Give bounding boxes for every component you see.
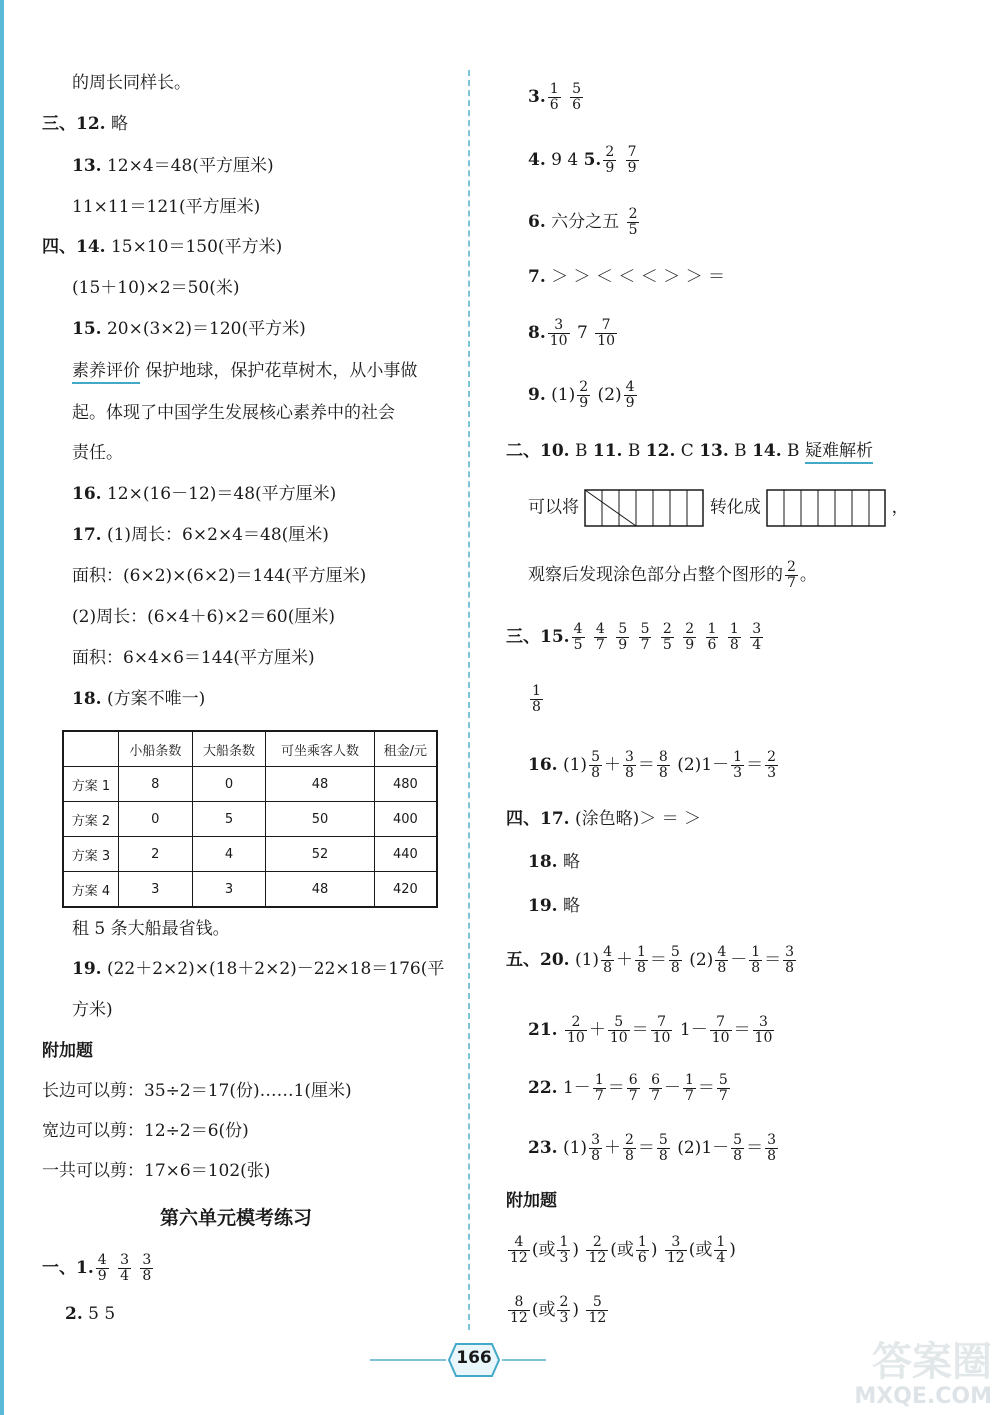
fraction-numerator: 2 [662, 621, 672, 637]
fraction [589, 750, 602, 781]
fraction-denominator: 12 [510, 1310, 528, 1326]
fraction-numerator: 2 [787, 559, 796, 575]
fraction-denominator: 7 [787, 575, 796, 591]
fraction-denominator: 6 [707, 637, 717, 653]
text-line: 二、10. B 11. B 12. C 13. B 14. B 疑难解析 [506, 440, 873, 462]
text-line: 四、14. 15×10＝150(平方米) [42, 237, 283, 257]
fraction [683, 1073, 696, 1104]
fraction [626, 145, 639, 176]
fraction-numerator: 5 [733, 1132, 743, 1148]
fraction-numerator: 1 [532, 683, 541, 699]
fraction [665, 1235, 687, 1266]
fraction-numerator: 2 [605, 144, 615, 160]
text-line: (2)周长：(6×4＋6)×2＝60(厘米) [72, 607, 335, 627]
fraction-denominator: 8 [785, 960, 795, 976]
text-line: 面积：6×4×6＝144(平方厘米) [72, 648, 315, 668]
fraction [783, 945, 796, 976]
text-line: 16. (1) $\frac{5}{8}$ ＋ $\frac{3}{8}$ ＝ $\frac{8}{8}$ (2)1－ $\frac{1}{3}$ ＝ $\frac{2}{3}$ [528, 749, 776, 781]
text-line: 三、15. $\frac{4}{5}$ $\frac{4}{7}$ $\frac{5}{9}$ $\frac{5}{7}$ $\frac{2}{5}$ $\frac{2}{9}$ $\frac{1}{6}$ $\frac{1}{8}$ $\frac{3}{4}$ [506, 621, 762, 653]
fraction-denominator: 4 [120, 1268, 129, 1284]
fraction-denominator: 8 [717, 960, 727, 976]
fraction [710, 1015, 732, 1046]
fraction-denominator: 5 [573, 637, 583, 653]
fraction [785, 560, 798, 591]
text-line: 16. 12×(16－12)＝48(平方厘米) [72, 484, 337, 504]
text-line: $\frac{8}{12}$ (或 $\frac{2}{3}$ ) $\frac{5}{12}$ [510, 1294, 607, 1326]
text-line: 19. (22＋2×2)×(18＋2×2)－22×18＝176(平 [72, 959, 445, 979]
fraction-numerator: 2 [565, 1015, 587, 1031]
table-row [63, 802, 437, 837]
fraction-numerator: 1 [684, 1072, 694, 1088]
text-line: 9. (1) $\frac{2}{9}$ (2) $\frac{4}{9}$ [528, 379, 635, 411]
text-line: $\frac{4}{12}$ (或 $\frac{1}{3}$ ) $\frac{2}{12}$ (或 $\frac{1}{6}$ ) $\frac{3}{12}$ (或 $\frac{1}{4}$ ) [510, 1234, 736, 1266]
text-line: 3. $\frac{1}{6}$ $\frac{5}{6}$ [528, 81, 581, 113]
fraction-numerator: 5 [608, 1015, 630, 1031]
fraction [651, 1015, 673, 1046]
text-line: 19. 略 [528, 896, 580, 916]
section-tag: 素养评价 [72, 361, 140, 384]
footer-decoration [370, 1359, 446, 1361]
text-line: 方米) [72, 1000, 113, 1020]
fraction [595, 318, 617, 349]
table-cell: 0 [192, 767, 266, 802]
fraction [548, 82, 561, 113]
fraction-numerator: 3 [785, 944, 795, 960]
text-line: 的周长同样长。 [72, 73, 191, 93]
table-cell: 52 [266, 837, 374, 872]
fraction-numerator: 1 [751, 944, 761, 960]
grid-rectangle-diagram [766, 488, 886, 528]
fraction [639, 622, 652, 653]
fraction-numerator: 1 [594, 1072, 604, 1088]
table-cell: 8 [119, 767, 193, 802]
fraction-numerator: 2 [628, 206, 638, 222]
fraction [577, 380, 590, 411]
fraction-denominator: 8 [729, 637, 739, 653]
fraction [623, 750, 636, 781]
table-header-cell [63, 731, 119, 767]
table-cell: 400 [374, 802, 437, 837]
fraction-numerator: 3 [767, 1132, 776, 1148]
fraction [728, 622, 741, 653]
fraction-denominator: 8 [603, 960, 612, 976]
fraction [565, 1015, 587, 1046]
text-line: 租 5 条大船最省钱。 [72, 919, 230, 939]
fraction-numerator: 3 [624, 749, 634, 765]
text-line: 4. 9 4 5. $\frac{2}{9}$ $\frac{7}{9}$ [528, 144, 637, 176]
table-cell: 48 [266, 872, 374, 908]
fraction-denominator: 7 [651, 1088, 660, 1104]
fraction [657, 750, 670, 781]
fraction-numerator: 3 [753, 1015, 775, 1031]
fraction-denominator: 9 [685, 637, 695, 653]
fraction-denominator: 7 [684, 1088, 694, 1104]
fraction-numerator: 3 [120, 1252, 129, 1268]
text-line: 18. (方案不唯一) [72, 689, 206, 709]
fraction [683, 622, 696, 653]
text-line: 18. 略 [528, 852, 580, 872]
table-cell: 3 [119, 872, 193, 908]
fraction [623, 1133, 636, 1164]
fraction-denominator: 8 [532, 699, 541, 715]
fraction [557, 1235, 570, 1266]
fraction-denominator: 10 [597, 333, 616, 349]
table-header-cell: 可坐乘客人数 [266, 731, 374, 767]
table-row [63, 767, 437, 802]
table-header-cell: 大船条数 [192, 731, 266, 767]
fraction-denominator: 9 [625, 395, 635, 411]
fraction [601, 945, 614, 976]
text-line [528, 684, 545, 715]
fraction [715, 945, 728, 976]
fraction [731, 1133, 744, 1164]
fraction-numerator: 1 [559, 1234, 569, 1250]
fraction-numerator: 4 [97, 1252, 107, 1268]
text-line: 三、12. 略 [42, 114, 128, 134]
fraction-denominator: 3 [733, 765, 743, 781]
fraction-numerator: 1 [733, 749, 743, 765]
table-cell: 方案 3 [63, 837, 119, 872]
fraction-numerator: 4 [508, 1235, 530, 1251]
fraction-denominator: 7 [594, 1088, 604, 1104]
fraction-numerator: 2 [579, 379, 589, 395]
section-tag: 疑难解析 [805, 441, 873, 464]
text-line: (15＋10)×2＝50(米) [72, 278, 240, 298]
table-cell: 0 [119, 802, 193, 837]
fraction-denominator: 9 [579, 395, 589, 411]
fraction-denominator: 8 [733, 1148, 743, 1164]
fraction [624, 380, 637, 411]
fraction-denominator: 8 [591, 1148, 600, 1164]
left-margin-bar [0, 0, 4, 1415]
fraction [649, 1073, 662, 1104]
fraction [706, 622, 719, 653]
fraction-numerator: 3 [665, 1235, 687, 1251]
fraction-numerator: 1 [637, 1234, 647, 1250]
fraction [661, 622, 674, 653]
fraction-denominator: 9 [97, 1268, 107, 1284]
fraction-numerator: 3 [142, 1252, 152, 1268]
fraction [750, 622, 763, 653]
boat-rental-table [62, 730, 438, 908]
text-line: 7. ＞ ＞ ＜ ＜ ＜ ＞ ＞ ＝ [528, 267, 725, 287]
fraction-numerator: 5 [618, 621, 628, 637]
text-line: 13. 12×4＝48(平方厘米) [72, 156, 274, 176]
fraction [636, 1235, 649, 1266]
fraction [714, 1235, 727, 1266]
text-line: 起。体现了中国学生发展核心素养中的社会 [72, 403, 395, 423]
fraction-denominator: 5 [628, 222, 638, 238]
table-row [63, 872, 437, 908]
watermark: 答案圈 MXQE.COM [854, 1339, 992, 1409]
text-line: 附加题 [506, 1191, 557, 1211]
fraction-numerator: 7 [595, 318, 617, 334]
table-cell: 420 [374, 872, 437, 908]
fraction-denominator: 10 [711, 1030, 730, 1046]
text-line: 可以将 转化成 ， [528, 488, 909, 528]
fraction [765, 1133, 778, 1164]
table-cell: 50 [266, 802, 374, 837]
fraction-numerator: 1 [716, 1234, 726, 1250]
page-number: 166 [456, 1348, 492, 1368]
fraction-denominator: 8 [636, 960, 646, 976]
fraction [570, 82, 583, 113]
fraction [603, 145, 616, 176]
fraction-numerator: 5 [591, 749, 600, 765]
fraction-denominator: 8 [142, 1268, 152, 1284]
fraction-denominator: 5 [662, 637, 672, 653]
fraction-denominator: 8 [658, 1148, 668, 1164]
fraction [593, 1073, 606, 1104]
fraction-denominator: 12 [666, 1250, 685, 1266]
fraction [140, 1253, 153, 1284]
fraction-denominator: 10 [566, 1030, 585, 1046]
fraction-denominator: 7 [640, 637, 650, 653]
table-cell: 5 [192, 802, 266, 837]
fraction [635, 945, 648, 976]
section-heading: 第六单元模考练习 [160, 1207, 313, 1229]
fraction [572, 622, 585, 653]
fraction [586, 1295, 608, 1326]
fraction-numerator: 2 [624, 1132, 634, 1148]
fraction [731, 750, 744, 781]
fraction-numerator: 6 [651, 1072, 660, 1088]
fraction-numerator: 7 [651, 1015, 673, 1031]
fraction-numerator: 3 [591, 1132, 600, 1148]
table-cell: 方案 2 [63, 802, 119, 837]
fraction-denominator: 3 [559, 1250, 569, 1266]
fraction-denominator: 7 [595, 637, 605, 653]
fraction-denominator: 3 [767, 765, 776, 781]
fraction-numerator: 2 [685, 621, 695, 637]
fraction-denominator: 3 [559, 1310, 569, 1326]
fraction-numerator: 8 [508, 1295, 530, 1311]
text-line: 责任。 [72, 443, 123, 463]
fraction-numerator: 5 [586, 1295, 608, 1311]
text-line: 17. (1)周长：6×2×4＝48(厘米) [72, 525, 329, 545]
fraction-denominator: 9 [605, 160, 615, 176]
text-line: 长边可以剪：35÷2＝17(份)……1(厘米) [42, 1081, 352, 1101]
text-line: 素养评价 保护地球，保护花草树木，从小事做 [72, 360, 417, 382]
text-line: 一共可以剪：17×6＝102(张) [42, 1161, 271, 1181]
fraction [586, 1235, 608, 1266]
fraction-numerator: 8 [658, 749, 668, 765]
fraction-denominator: 6 [572, 97, 581, 113]
fraction-numerator: 1 [729, 621, 739, 637]
fraction-numerator: 1 [549, 81, 559, 97]
fraction-numerator: 7 [627, 144, 637, 160]
fraction-numerator: 7 [710, 1015, 732, 1031]
fraction [717, 1073, 730, 1104]
fraction [616, 622, 629, 653]
fraction-denominator: 8 [624, 1148, 634, 1164]
fraction-denominator: 10 [549, 333, 568, 349]
fraction-denominator: 7 [628, 1088, 638, 1104]
fraction [96, 1253, 109, 1284]
column-divider [468, 70, 470, 1330]
table-cell: 方案 1 [63, 767, 119, 802]
fraction-denominator: 8 [767, 1148, 776, 1164]
fraction-denominator: 12 [588, 1250, 607, 1266]
fraction-numerator: 1 [707, 621, 717, 637]
text-line: 宽边可以剪：12÷2＝6(份) [42, 1121, 249, 1141]
table-cell: 480 [374, 767, 437, 802]
fraction-numerator: 2 [767, 749, 776, 765]
fraction-numerator: 6 [628, 1072, 638, 1088]
fraction [657, 1133, 670, 1164]
fraction-numerator: 4 [625, 379, 635, 395]
fraction-denominator: 10 [754, 1030, 773, 1046]
table-cell: 方案 4 [63, 872, 119, 908]
fraction-denominator: 4 [716, 1250, 726, 1266]
text-line: 五、20. (1) $\frac{4}{8}$ ＋ $\frac{1}{8}$ ＝ $\frac{5}{8}$ (2) $\frac{4}{8}$ － $\frac{1}{8}$ ＝ $\frac{3}{8}$ [506, 944, 795, 976]
text-line: 11×11＝121(平方厘米) [72, 197, 261, 217]
fraction [608, 1015, 630, 1046]
fraction-numerator: 4 [573, 621, 583, 637]
fraction [548, 318, 570, 349]
fraction [589, 1133, 602, 1164]
text-line: 一、1. $\frac{4}{9}$ $\frac{3}{4}$ $\frac{3}{8}$ [42, 1252, 152, 1284]
fraction-numerator: 5 [658, 1132, 668, 1148]
table-cell: 48 [266, 767, 374, 802]
text-line: 8. $\frac{3}{10}$ 7 $\frac{7}{10}$ [528, 317, 616, 349]
fraction-denominator: 10 [652, 1030, 671, 1046]
fraction-denominator: 8 [624, 765, 634, 781]
fraction [557, 1295, 570, 1326]
text-line: 15. 20×(3×2)＝120(平方米) [72, 319, 306, 339]
fraction-denominator: 10 [609, 1030, 628, 1046]
text-line: 23. (1) $\frac{3}{8}$ ＋ $\frac{2}{8}$ ＝ $\frac{5}{8}$ (2)1－ $\frac{5}{8}$ ＝ $\frac{3}{8}$ [528, 1132, 776, 1164]
fraction [765, 750, 778, 781]
fraction-numerator: 2 [559, 1294, 569, 1310]
text-line: 四、17. (涂色略)＞ ＝ ＞ [506, 809, 702, 829]
fraction-denominator: 8 [591, 765, 600, 781]
fraction-numerator: 5 [718, 1072, 728, 1088]
fraction [508, 1295, 530, 1326]
fraction-denominator: 12 [588, 1310, 607, 1326]
table-cell: 440 [374, 837, 437, 872]
text-line: 面积：(6×2)×(6×2)＝144(平方厘米) [72, 566, 367, 586]
fraction-denominator: 8 [658, 765, 668, 781]
fraction-numerator: 5 [572, 81, 581, 97]
text-line: 附加题 [42, 1041, 93, 1061]
fraction [118, 1253, 131, 1284]
fraction [508, 1235, 530, 1266]
fraction-numerator: 2 [586, 1235, 608, 1251]
fraction-denominator: 8 [670, 960, 680, 976]
fraction [753, 1015, 775, 1046]
fraction-numerator: 5 [640, 621, 650, 637]
fraction-denominator: 9 [627, 160, 637, 176]
fraction-denominator: 7 [718, 1088, 728, 1104]
footer-decoration [502, 1359, 546, 1361]
fraction [669, 945, 682, 976]
fraction-numerator: 4 [717, 944, 727, 960]
fraction [594, 622, 607, 653]
table-header-row [63, 731, 437, 767]
fraction-denominator: 8 [751, 960, 761, 976]
table-cell: 3 [192, 872, 266, 908]
fraction-numerator: 1 [636, 944, 646, 960]
fraction-denominator: 9 [618, 637, 628, 653]
text-line: 2. 5 5 [65, 1304, 116, 1324]
fraction-numerator: 4 [595, 621, 605, 637]
fraction-numerator: 3 [548, 318, 570, 334]
fraction [530, 684, 543, 715]
fraction-numerator: 3 [752, 621, 762, 637]
text-line: 22. 1－ $\frac{1}{7}$ ＝ $\frac{6}{7}$ $\frac{6}{7}$ － $\frac{1}{7}$ ＝ $\frac{5}{7}$ [528, 1072, 728, 1104]
fraction-denominator: 12 [510, 1250, 528, 1266]
table-cell: 2 [119, 837, 193, 872]
fraction-numerator: 5 [670, 944, 680, 960]
table-row [63, 837, 437, 872]
table-header-cell: 小船条数 [119, 731, 193, 767]
fraction [627, 1073, 640, 1104]
fraction-denominator: 4 [752, 637, 762, 653]
text-line: 观察后发现涂色部分占整个图形的 $\frac{2}{7}$ 。 [528, 559, 817, 591]
fraction-denominator: 6 [549, 97, 559, 113]
text-line: 21. $\frac{2}{10}$ ＋ $\frac{5}{10}$ ＝ $\frac{7}{10}$ 1－ $\frac{7}{10}$ ＝ $\frac{3}{10}$ [528, 1014, 773, 1046]
striped-rectangle-diagram [584, 488, 704, 528]
fraction [749, 945, 762, 976]
table-cell: 4 [192, 837, 266, 872]
table-header-cell: 租金/元 [374, 731, 437, 767]
text-line: 6. 六分之五 $\frac{2}{5}$ [528, 206, 638, 238]
fraction-denominator: 6 [637, 1250, 647, 1266]
fraction-numerator: 4 [603, 944, 612, 960]
fraction [627, 207, 640, 238]
